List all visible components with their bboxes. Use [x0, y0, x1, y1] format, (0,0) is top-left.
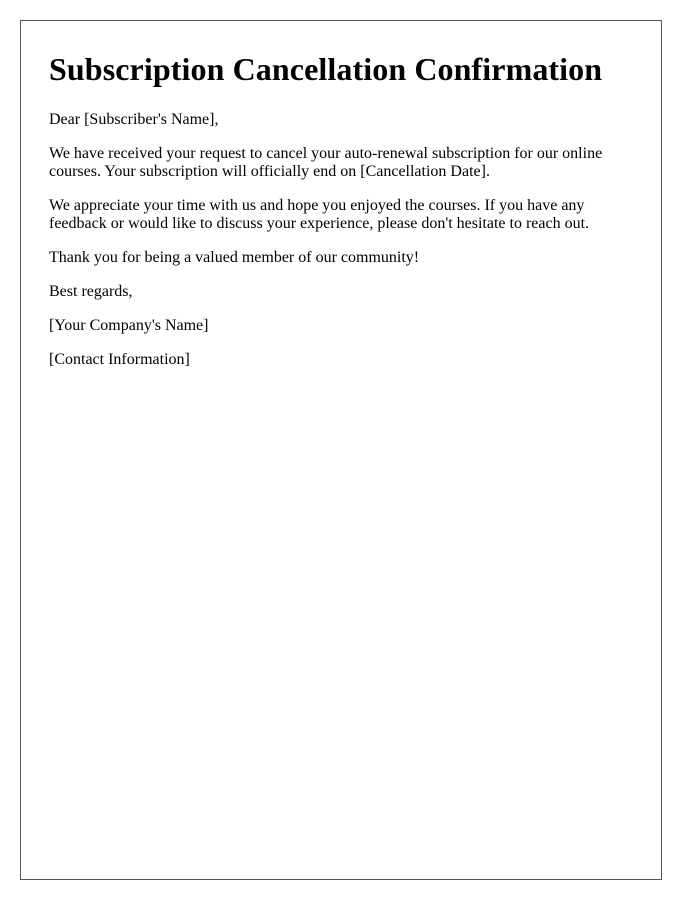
body-paragraph-3: Thank you for being a valued member of our community! — [49, 249, 420, 266]
closing-line: Best regards, — [49, 283, 133, 300]
company-name: [Your Company's Name] — [49, 317, 209, 334]
body-paragraph-2: We appreciate your time with us and hope you enjoyed the courses. If you have any feedback or would like to discuss your experience, please don't hesitate to reach out. — [49, 197, 590, 232]
letter-page — [20, 20, 662, 880]
letter-title: Subscription Cancellation Confirmation — [49, 51, 603, 87]
contact-information: [Contact Information] — [49, 351, 190, 368]
salutation: Dear [Subscriber's Name], — [49, 111, 219, 128]
body-paragraph-1: We have received your request to cancel your auto-renewal subscription for our online courses. Your subscription will officially end on [Cancellation Date]. — [49, 145, 603, 180]
